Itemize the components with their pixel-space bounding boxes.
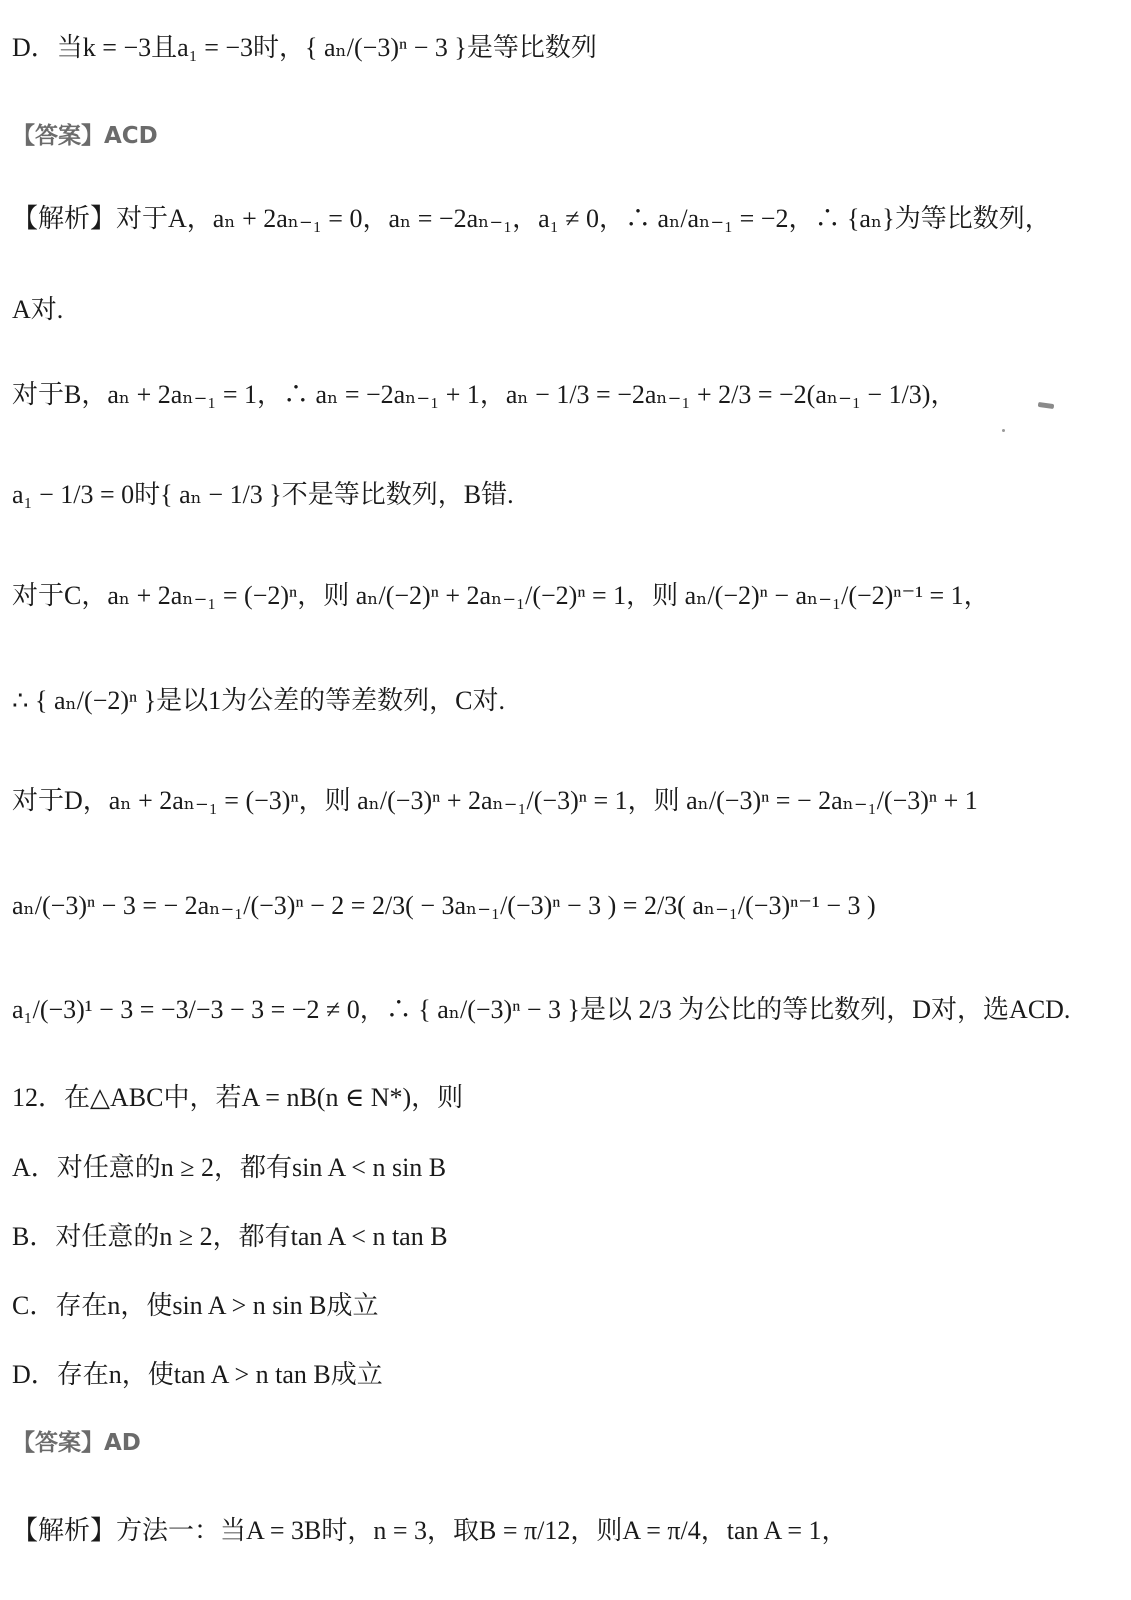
answer-label-2: 【答案】AD [12, 1430, 141, 1456]
analysis-c-conclusion: ∴ { aₙ/(−2)ⁿ }是以1为公差的等差数列，C对. [12, 686, 506, 715]
analysis-b-conclusion: a₁ − 1/3 = 0时{ aₙ − 1/3 }不是等比数列，B错. [12, 480, 514, 509]
analysis-a: 【解析】对于A，aₙ + 2aₙ₋₁ = 0，aₙ = −2aₙ₋₁，a₁ ≠ 0，∴ aₙ/aₙ₋₁ = −2，∴ {aₙ}为等比数列， [12, 204, 1051, 233]
answer-label-1: 【答案】ACD [12, 123, 158, 149]
analysis-d-step: aₙ/(−3)ⁿ − 3 = − 2aₙ₋₁/(−3)ⁿ − 2 = 2/3( − 3aₙ₋₁/(−3)ⁿ − 3 ) = 2/3( aₙ₋₁/(−3)ⁿ⁻¹ − 3 ) [12, 891, 876, 920]
analysis-d-conclusion: a₁/(−3)¹ − 3 = −3/−3 − 3 = −2 ≠ 0，∴ { aₙ/(−3)ⁿ − 3 }是以 2/3 为公比的等比数列，D对，选ACD. [12, 995, 1071, 1024]
scan-mark [1038, 402, 1055, 409]
analysis-a-conclusion: A对. [12, 295, 64, 324]
question-12-option-a: A．对任意的n ≥ 2，都有sin A < n sin B [12, 1153, 447, 1182]
option-d-previous: D．当k = −3且a₁ = −3时，{ aₙ/(−3)ⁿ − 3 }是等比数列 [12, 33, 597, 62]
analysis-c: 对于C，aₙ + 2aₙ₋₁ = (−2)ⁿ，则 aₙ/(−2)ⁿ + 2aₙ₋₁/(−2)ⁿ = 1，则 aₙ/(−2)ⁿ − aₙ₋₁/(−2)ⁿ⁻¹ = 1， [12, 581, 990, 610]
question-12-option-c: C．存在n，使sin A > n sin B成立 [12, 1291, 379, 1320]
analysis-method-one: 【解析】方法一：当A = 3B时，n = 3，取B = π/12，则A = π/4，tan A = 1， [12, 1516, 848, 1545]
question-12-option-d: D．存在n，使tan A > n tan B成立 [12, 1360, 383, 1389]
question-12-option-b: B．对任意的n ≥ 2，都有tan A < n tan B [12, 1222, 448, 1251]
scan-dot [1002, 429, 1005, 432]
question-12: 12．在△ABC中，若A = nB(n ∈ N*)，则 [12, 1083, 464, 1112]
analysis-b: 对于B，aₙ + 2aₙ₋₁ = 1，∴ aₙ = −2aₙ₋₁ + 1，aₙ − 1/3 = −2aₙ₋₁ + 2/3 = −2(aₙ₋₁ − 1/3)， [12, 380, 957, 409]
analysis-d: 对于D，aₙ + 2aₙ₋₁ = (−3)ⁿ，则 aₙ/(−3)ⁿ + 2aₙ₋₁/(−3)ⁿ = 1，则 aₙ/(−3)ⁿ = − 2aₙ₋₁/(−3)ⁿ + 1 [12, 786, 978, 815]
